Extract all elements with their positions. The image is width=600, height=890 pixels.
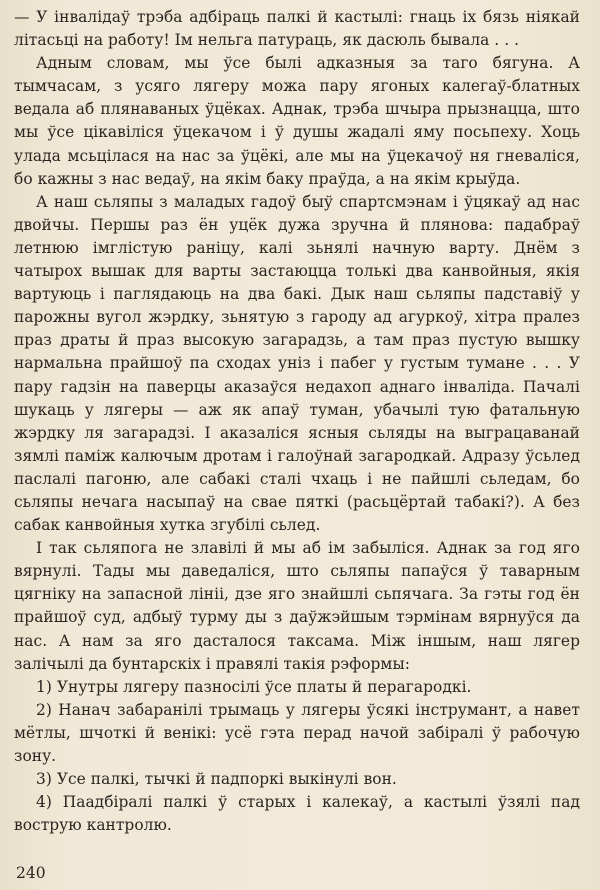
list-item: 4) Паадбіралі палкі ў старых і калекаў, а кастылі ўзялі пад вострую кантролю. <box>14 793 580 835</box>
list-item: 3) Усе палкі, тычкі й падпоркі выкінулі вон. <box>36 770 397 789</box>
paragraph: — У інвалідаў трэба адбіраць палкі й кастылі: гнаць іх бязь ніякай літасьці на работу! Ім нельга патураць, як дасюль бывала . . . <box>14 8 580 50</box>
page-number: 240 <box>16 864 46 882</box>
body-text <box>14 6 580 837</box>
list-item: 1) Унутры лягеру пазносілі ўсе платы й перагародкі. <box>36 677 472 696</box>
paragraph: Адным словам, мы ўсе былі адказныя за таго бягуна. А тымчасам, з усяго лягеру можа пару ягоных калегаў-блатных ведала аб плянаваных ўцёках. Аднак, трэба шчыра прызнацца, што мы ўсе цікавіліся ўцекачом і ў душы жадалі яму посьпеху. Хоць улада мсьцілася на нас за ўцёкі, але мы на ўцекачоў ня гневаліся, бо кажны з нас ведаў, на якім баку праўда, а на якім крыўда. <box>14 54 580 188</box>
list-item: 2) Нанач забаранілі трымаць у лягеры ўсякі інструмант, а навет мётлы, шчоткі й венікі: усё гэта перад начой забіралі ў рабочую зону. <box>14 700 580 765</box>
paragraph: І так сьляпога не злавілі й мы аб ім забыліся. Аднак за год яго вярнулі. Тады мы даведаліся, што сьляпы папаўся ў таварным цягніку на запасной лініі, дзе яго знайшлі сьпячага. За гэты год ён прайшоў суд, адбыў турму ды з даўжэйшым тэрмінам вярнуўся да нас. А нам за яго дасталося таксама. Між іншым, наш лягер залічылі да бунтарскіх і правялі такія рэформы: <box>14 539 580 673</box>
paragraph: А наш сьляпы з маладых гадоў быў спартсмэнам і ўцякаў ад нас двойчы. Першы раз ён уцёк дужа зручна й плянова: падабраў летнюю імглістую раніцу, калі зьнялі начную варту. Днём з чатырох вышак для варты застаюцца толькі два канвойныя, якія вартуюць і паглядаюць на два бакі. Дык наш сьляпы падставіў у парожны вугол жэрдку, зьнятую з гароду ад агуркоў, хітра пралез праз драты й праз высокую загарадзь, а там праз пустую вышку нармальна прайшоў па сходах уніз і пабег у густым тумане . . . У пару гадзін на паверцы аказаўся недахоп аднаго інваліда. Пачалі шукаць у лягеры — аж як апаў туман, убачылі тую фатальную жэрдку ля загарадзі. І аказаліся ясныя сьляды на выграцаванай зямлі паміж калючым дротам і галоўнай загародкай. Адразу ўсьлед паслалі пагоню, але сабакі сталі чхаць і не пайшлі сьледам, бо сьляпы нечага насыпаў на свае пяткі (расьцёртай табакі?). А без сабак канвойныя хутка згубілі сьлед. <box>14 192 580 535</box>
